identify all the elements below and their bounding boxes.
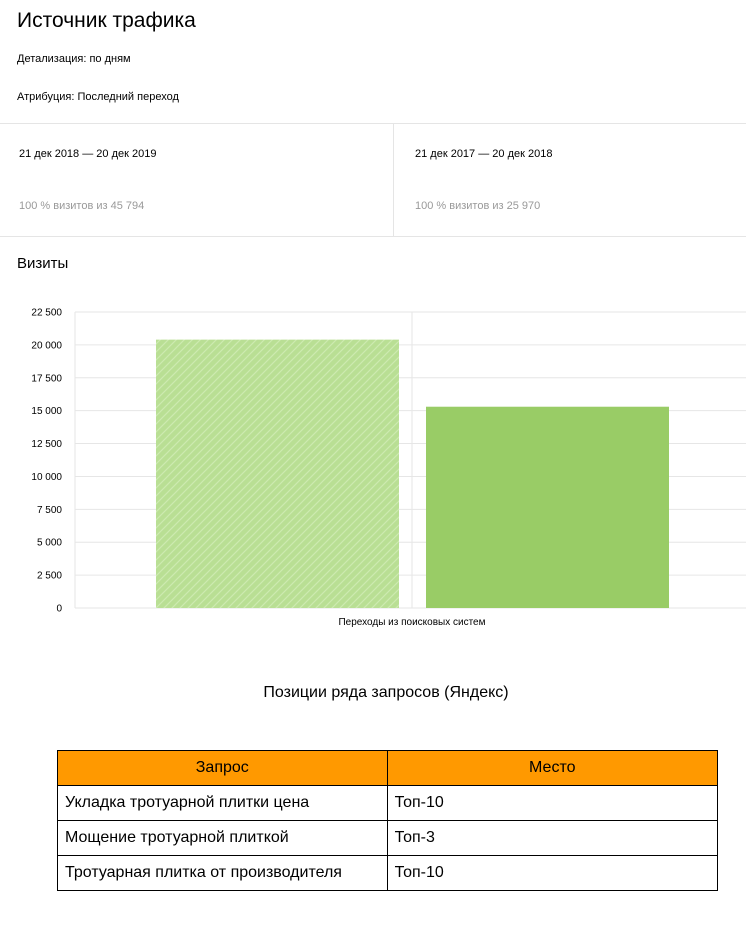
y-tick-label: 15 000 — [31, 406, 62, 418]
period-previous[interactable] — [394, 124, 746, 236]
bar-series-1[interactable] — [156, 340, 399, 608]
page-title: Источник трафика — [17, 9, 196, 32]
period-visits-stat: 100 % визитов из 45 794 — [19, 200, 145, 212]
period-range: 21 дек 2018 — 20 дек 2019 — [19, 148, 157, 160]
period-current[interactable] — [0, 124, 393, 236]
chart-section-title: Визиты — [17, 255, 69, 272]
column-header-place: Место — [387, 751, 717, 786]
y-tick-label: 7 500 — [36, 504, 62, 516]
query-cell: Укладка тротуарной плитки цена — [58, 786, 388, 821]
y-tick-label: 2 500 — [36, 570, 62, 582]
attribution-setting[interactable]: Атрибуция: Последний переход — [17, 91, 179, 103]
y-tick-label: 10 000 — [31, 471, 62, 483]
column-header-query: Запрос — [58, 751, 388, 786]
y-tick-label: 22 500 — [31, 307, 62, 319]
y-tick-label: 20 000 — [31, 340, 62, 352]
table-row — [58, 821, 718, 856]
y-tick-label: 5 000 — [36, 537, 62, 549]
y-tick-label: 12 500 — [31, 439, 62, 451]
period-range: 21 дек 2017 — 20 дек 2018 — [415, 148, 553, 160]
query-positions-table — [57, 750, 718, 891]
period-visits-stat: 100 % визитов из 25 970 — [415, 200, 541, 212]
table-caption: Позиции ряда запросов (Яндекс) — [263, 684, 509, 701]
query-cell: Тротуарная плитка от производителя — [58, 856, 388, 891]
place-cell: Топ-10 — [387, 856, 717, 891]
query-cell: Мощение тротуарной плиткой — [58, 821, 388, 856]
place-cell: Топ-10 — [387, 786, 717, 821]
period-comparison — [0, 123, 746, 237]
table-row — [58, 856, 718, 891]
x-category-label: Переходы из поисковых систем — [338, 617, 486, 628]
visits-chart — [0, 300, 746, 640]
y-tick-label: 0 — [56, 603, 62, 615]
detail-setting[interactable]: Детализация: по дням — [17, 53, 131, 65]
table-row — [58, 786, 718, 821]
visits-chart-svg — [0, 300, 746, 640]
bar-series-2[interactable] — [426, 407, 669, 608]
table-header-row — [58, 751, 718, 786]
y-tick-label: 17 500 — [31, 373, 62, 385]
place-cell: Топ-3 — [387, 821, 717, 856]
